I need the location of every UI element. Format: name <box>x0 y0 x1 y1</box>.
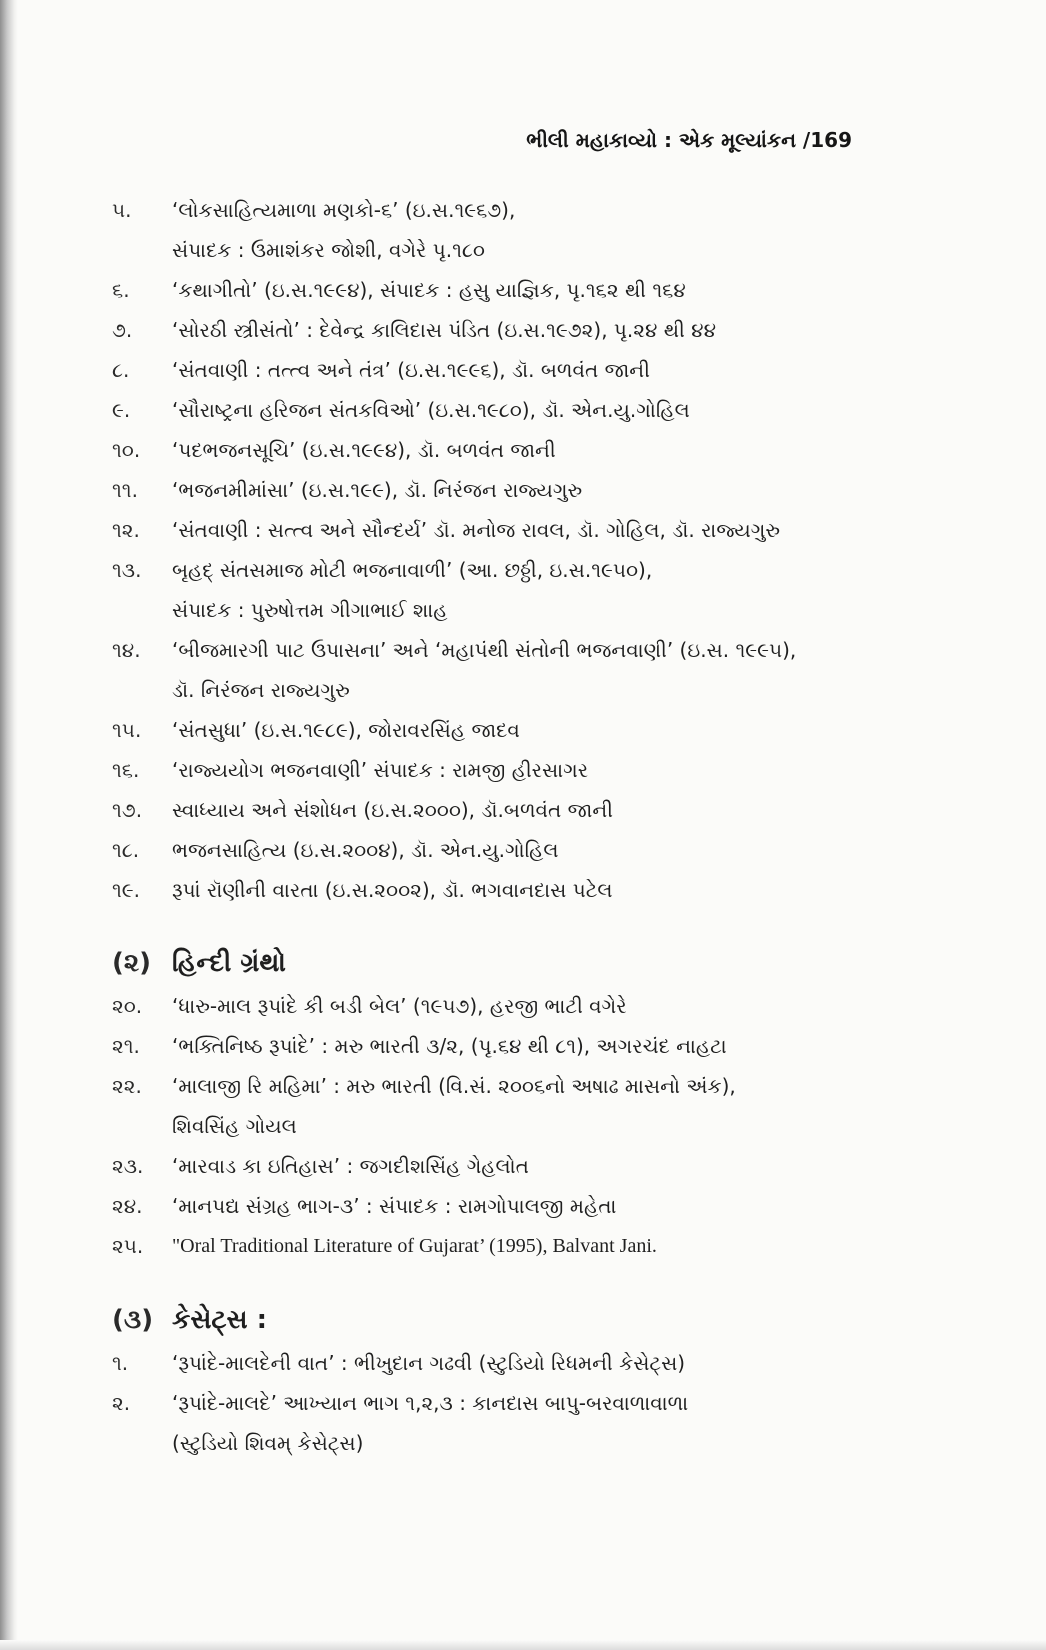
bibliography-entry <box>112 1226 902 1266</box>
entry-text: ‘સંતસુધા’ (ઇ.સ.૧૯૮૯), જોરાવરસિંહ જાદવ <box>172 718 520 742</box>
entry-number: ૮. <box>112 358 130 382</box>
entry-text: ‘રાજ્યયોગ ભજનવાણી’ સંપાદક : રામજી હીરસાગર <box>172 758 589 782</box>
entry-text: (સ્ટુડિયો શિવમ્ કેસેટ્સ) <box>172 1431 364 1455</box>
bibliography-entry <box>112 270 902 310</box>
entry-text: ‘પદભજનસૂચિ’ (ઇ.સ.૧૯૯૪), ડૉ. બળવંત જાની <box>172 438 556 462</box>
running-header: ભીલી મહાકાવ્યો : એક મૂલ્યાંકન /169 <box>526 128 852 152</box>
entry-text: ‘બીજમારગી પાટ ઉપાસના’ અને ‘મહાપંથી સંતોની ભજનવાણી’ (ઇ.સ. ૧૯૯૫), <box>172 638 797 662</box>
entry-text: ‘ભક્તિનિષ્ઠ રૂપાંદે’ : મરુ ભારતી ૩/૨, (પૃ.૬૪ થી ૮૧), અગરચંદ નાહટા <box>172 1034 727 1058</box>
entry-text: ‘કથાગીતો’ (ઇ.સ.૧૯૯૪), સંપાદક : હસુ યાજ્ઞિક, પૃ.૧૬૨ થી ૧૬૪ <box>172 278 686 302</box>
bibliography-entry-continued <box>112 670 902 710</box>
entry-number: ૫. <box>112 198 132 222</box>
entry-number: ૨૪. <box>112 1194 143 1218</box>
entry-number: ૨૧. <box>112 1034 140 1058</box>
bibliography-entry <box>112 310 902 350</box>
entry-number: ૨૨. <box>112 1074 142 1098</box>
entry-text: સંપાદક : ઉમાશંકર જોશી, વગેરે પૃ.૧૮૦ <box>172 238 485 262</box>
entry-number: ૧૬. <box>112 758 140 782</box>
section-number: (૨) <box>112 948 152 978</box>
bibliography-entry <box>112 1026 902 1066</box>
bibliography-entry <box>112 390 902 430</box>
entry-number: ૨૫. <box>112 1234 144 1258</box>
bibliography-entry-continued <box>112 1423 902 1463</box>
bibliography-entry <box>112 1343 902 1383</box>
bibliography-entry <box>112 870 902 910</box>
entry-number: ૨. <box>112 1391 131 1415</box>
entry-text: સ્વાધ્યાય અને સંશોધન (ઇ.સ.૨૦૦૦), ડૉ.બળવંત જાની <box>172 798 613 822</box>
entry-number: ૧૨. <box>112 518 140 542</box>
entry-text: ‘રૂપાંદે-માલદે’ આખ્યાન ભાગ ૧,૨,૩ : કાનદાસ બાપુ-બરવાળાવાળા <box>172 1391 689 1415</box>
reference-list-gujarati <box>112 190 902 910</box>
entry-number: ૧. <box>112 1351 129 1375</box>
entry-number: ૭. <box>112 318 133 342</box>
bibliography-entry <box>112 550 902 590</box>
entry-number: ૧૭. <box>112 798 143 822</box>
entry-text: ‘માલાજી રિ મહિમા’ : મરુ ભારતી (વિ.સં. ૨૦૦૬નો અષાઢ માસનો અંક), <box>172 1074 736 1098</box>
entry-number: ૧૦. <box>112 438 141 462</box>
entry-text: ‘ભજનમીમાંસા’ (ઇ.સ.૧૯૯), ડૉ. નિરંજન રાજ્યગુરુ <box>172 478 583 502</box>
bibliography-entry-continued <box>112 1106 902 1146</box>
entry-text: "Oral Traditional Literature of Gujarat’ (1995), Balvant Jani. <box>172 1235 657 1257</box>
bibliography-entry <box>112 750 902 790</box>
section-heading <box>112 940 902 986</box>
section-title: હિન્દી ગ્રંથો <box>172 948 286 978</box>
bibliography-entry <box>112 350 902 390</box>
bibliography-entry <box>112 630 902 670</box>
entry-number: ૨૦. <box>112 994 143 1018</box>
entry-text: ‘સૌરાષ્ટ્રના હરિજન સંતકવિઓ’ (ઇ.સ.૧૯૮૦), ડૉ. એન.યુ.ગોહિલ <box>172 398 690 422</box>
reference-list-cassettes <box>112 1297 902 1463</box>
section-heading <box>112 1297 902 1343</box>
entry-text: ‘લોકસાહિત્યમાળા મણકો-૬’ (ઇ.સ.૧૯૬૭), <box>172 198 516 222</box>
entry-text: બૃહદ્ સંતસમાજ મોટી ભજનાવાળી’ (આ. છઠ્ઠી, ઇ.સ.૧૯૫૦), <box>172 558 653 582</box>
entry-text: ભજનસાહિત્ય (ઇ.સ.૨૦૦૪), ડૉ. એન.યુ.ગોહિલ <box>172 838 559 862</box>
bibliography-entry <box>112 986 902 1026</box>
entry-number: ૯. <box>112 398 131 422</box>
bibliography-entry <box>112 1066 902 1106</box>
section-title: કેસેટ્સ : <box>172 1305 268 1335</box>
scan-edge-shadow-bottom <box>0 1640 1046 1650</box>
bibliography-entry <box>112 710 902 750</box>
reference-list-hindi <box>112 940 902 1266</box>
entry-text: રૂપાં રૉણીની વારતા (ઇ.સ.૨૦૦૨), ડૉ. ભગવાનદાસ પટેલ <box>172 878 613 902</box>
bibliography-entry <box>112 790 902 830</box>
entry-text: ‘ધારુ-માલ રૂપાંદે કી બડી બેલ’ (૧૯૫૭), હરજી ભાટી વગેરે <box>172 994 627 1018</box>
bibliography-entry <box>112 1146 902 1186</box>
bibliography-entry-continued <box>112 230 902 270</box>
entry-text: શિવસિંહ ગોયલ <box>172 1114 297 1138</box>
entry-number: ૧૩. <box>112 558 142 582</box>
entry-text: સંપાદક : પુરુષોત્તમ ગીગાભાઈ શાહ <box>172 598 448 622</box>
entry-number: ૧૮. <box>112 838 140 862</box>
section-number: (૩) <box>112 1305 154 1335</box>
bibliography-entry <box>112 430 902 470</box>
scan-edge-shadow-left <box>0 0 18 1650</box>
entry-number: ૨૩. <box>112 1154 144 1178</box>
entry-text: ‘મારવાડ કા ઇતિહાસ’ : જગદીશસિંહ ગેહલોત <box>172 1154 529 1178</box>
entry-text: ‘સંતવાણી : સત્ત્વ અને સૌન્દર્ય’ ડૉ. મનોજ રાવલ, ડૉ. ગોહિલ, ડૉ. રાજ્યગુરુ <box>172 518 781 542</box>
entry-text: ‘રૂપાંદે-માલદેની વાત’ : ભીખુદાન ગઢવી (સ્ટુડિયો રિધમની કેસેટ્સ) <box>172 1351 686 1375</box>
entry-number: ૧૧. <box>112 478 138 502</box>
entry-text: ‘સોરઠી સ્ત્રીસંતો’ : દેવેન્દ્ર કાલિદાસ પંડિત (ઇ.સ.૧૯૭૨), પૃ.૨૪ થી ૪૪ <box>172 318 716 342</box>
bibliography-entry <box>112 1186 902 1226</box>
bibliography-entry <box>112 470 902 510</box>
entry-number: ૬. <box>112 278 130 302</box>
bibliography-entry <box>112 510 902 550</box>
entry-text: ડૉ. નિરંજન રાજ્યગુરુ <box>172 678 350 702</box>
bibliography-entry <box>112 190 902 230</box>
entry-number: ૧૫. <box>112 718 142 742</box>
entry-text: ‘સંતવાણી : તત્ત્વ અને તંત્ર’ (ઇ.સ.૧૯૯૬), ડૉ. બળવંત જાની <box>172 358 650 382</box>
entry-text: ‘માનપદ્ય સંગ્રહ ભાગ-૩’ : સંપાદક : રામગોપાલજી મહેતા <box>172 1194 617 1218</box>
entry-number: ૧૯. <box>112 878 140 902</box>
bibliography-entry <box>112 830 902 870</box>
bibliography-entry <box>112 1383 902 1423</box>
bibliography-entry-continued <box>112 590 902 630</box>
entry-number: ૧૪. <box>112 638 141 662</box>
